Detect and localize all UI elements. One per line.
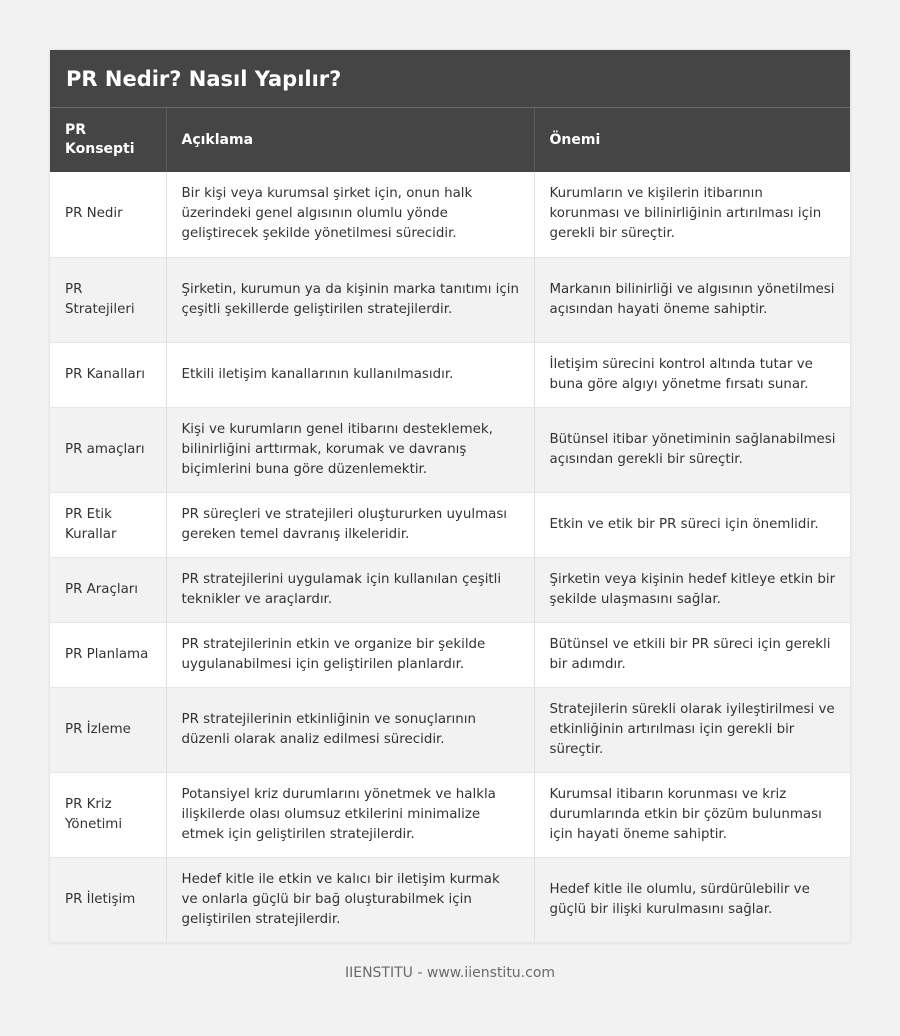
importance-cell: Kurumsal itibarın korunması ve kriz durumlarında etkin bir çözüm bulunması için hayati öneme sahiptir. xyxy=(534,772,850,857)
table-row xyxy=(50,257,850,342)
pr-concepts-table xyxy=(50,108,850,943)
importance-cell: Stratejilerin sürekli olarak iyileştirilmesi ve etkinliğinin artırılması için gerekli bir süreçtir. xyxy=(534,687,850,772)
concept-cell: PR Nedir xyxy=(50,172,166,257)
importance-cell: Markanın bilinirliği ve algısının yönetilmesi açısından hayati öneme sahiptir. xyxy=(534,257,850,342)
description-cell: PR stratejilerini uygulamak için kullanılan çeşitli teknikler ve araçlardır. xyxy=(166,557,534,622)
importance-cell: Şirketin veya kişinin hedef kitleye etkin bir şekilde ulaşmasını sağlar. xyxy=(534,557,850,622)
table-row xyxy=(50,172,850,257)
concept-cell: PR Etik Kurallar xyxy=(50,492,166,557)
table-row xyxy=(50,687,850,772)
header-aciklama: Açıklama xyxy=(166,108,534,172)
description-cell: Bir kişi veya kurumsal şirket için, onun halk üzerindeki genel algısının olumlu yönde geliştirecek şekilde yönetilmesi sürecidir. xyxy=(166,172,534,257)
concept-cell: PR amaçları xyxy=(50,407,166,492)
description-cell: PR stratejilerinin etkinliğinin ve sonuçlarının düzenli olarak analiz edilmesi sürecidir. xyxy=(166,687,534,772)
header-onemi: Önemi xyxy=(534,108,850,172)
concept-cell: PR Stratejileri xyxy=(50,257,166,342)
importance-cell: Kurumların ve kişilerin itibarının korunması ve bilinirliğinin artırılması için gerekli bir süreçtir. xyxy=(534,172,850,257)
importance-cell: Hedef kitle ile olumlu, sürdürülebilir ve güçlü bir ilişki kurulmasını sağlar. xyxy=(534,857,850,942)
description-cell: PR stratejilerinin etkin ve organize bir şekilde uygulanabilmesi için geliştirilen planlardır. xyxy=(166,622,534,687)
table-header-row xyxy=(50,108,850,172)
table-row xyxy=(50,857,850,942)
description-cell: Kişi ve kurumların genel itibarını desteklemek, bilinirliğini arttırmak, korumak ve davranış biçimlerini buna göre düzenlemektir. xyxy=(166,407,534,492)
concept-cell: PR İletişim xyxy=(50,857,166,942)
description-cell: Etkili iletişim kanallarının kullanılmasıdır. xyxy=(166,342,534,407)
concept-cell: PR Planlama xyxy=(50,622,166,687)
table-row xyxy=(50,557,850,622)
description-cell: PR süreçleri ve stratejileri oluştururken uyulması gereken temel davranış ilkeleridir. xyxy=(166,492,534,557)
importance-cell: İletişim sürecini kontrol altında tutar ve buna göre algıyı yönetme fırsatı sunar. xyxy=(534,342,850,407)
concept-cell: PR Kanalları xyxy=(50,342,166,407)
page-title: PR Nedir? Nasıl Yapılır? xyxy=(50,50,850,108)
pr-table-card xyxy=(50,50,850,943)
table-row xyxy=(50,342,850,407)
table-row xyxy=(50,407,850,492)
table-row xyxy=(50,622,850,687)
description-cell: Potansiyel kriz durumlarını yönetmek ve halkla ilişkilerde olası olumsuz etkilerini minimalize etmek için geliştirilen stratejilerdir. xyxy=(166,772,534,857)
concept-cell: PR Kriz Yönetimi xyxy=(50,772,166,857)
footer-credit: IIENSTITU - www.iienstitu.com xyxy=(344,965,556,981)
importance-cell: Bütünsel itibar yönetiminin sağlanabilmesi açısından gerekli bir süreçtir. xyxy=(534,407,850,492)
table-row xyxy=(50,492,850,557)
description-cell: Şirketin, kurumun ya da kişinin marka tanıtımı için çeşitli şekillerde geliştirilen stratejilerdir. xyxy=(166,257,534,342)
importance-cell: Etkin ve etik bir PR süreci için önemlidir. xyxy=(534,492,850,557)
concept-cell: PR İzleme xyxy=(50,687,166,772)
table-row xyxy=(50,772,850,857)
header-pr-konsepti: PR Konsepti xyxy=(50,108,166,172)
description-cell: Hedef kitle ile etkin ve kalıcı bir iletişim kurmak ve onlarla güçlü bir bağ oluşturabilmek için geliştirilen stratejilerdir. xyxy=(166,857,534,942)
concept-cell: PR Araçları xyxy=(50,557,166,622)
importance-cell: Bütünsel ve etkili bir PR süreci için gerekli bir adımdır. xyxy=(534,622,850,687)
